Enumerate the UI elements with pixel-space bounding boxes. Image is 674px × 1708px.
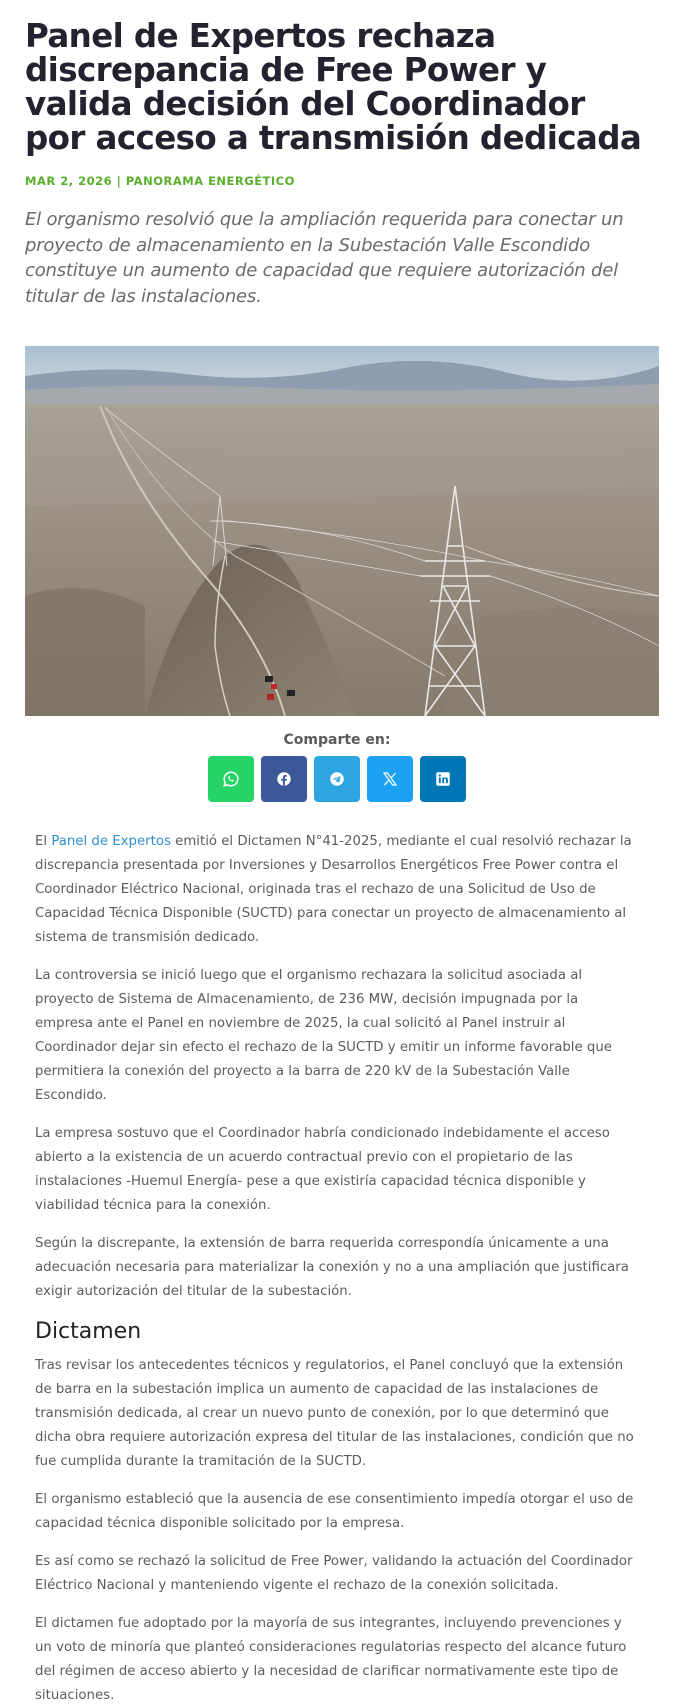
paragraph-1-prefix: El xyxy=(35,834,52,849)
paragraph-2: La controversia se inició luego que el organismo rechazara la solicitud asociada al proyecto de Sistema de Almacenamiento, de 236 MW, decisión impugnada por la empresa ante el Panel en noviembre de 2025, la cual solicitó al Panel instruir al Coordinador dejar sin efecto el rechazo de la SUCTD y emitir un informe favorable que permitiera la conexión del proyecto a la barra de 220 kV de la Subestación Valle Escondido. xyxy=(35,968,612,1103)
share-buttons xyxy=(25,756,649,802)
whatsapp-icon xyxy=(222,770,240,788)
paragraph-7: Es así como se rechazó la solicitud de Free Power, validando la actuación del Coordinador Eléctrico Nacional y manteniendo vigente el rechazo de la conexión solicitada. xyxy=(35,1554,633,1593)
hero-image xyxy=(25,346,659,716)
facebook-share-button[interactable] xyxy=(261,756,307,802)
facebook-icon xyxy=(275,770,293,788)
paragraph-1 xyxy=(35,830,639,950)
x-icon xyxy=(381,770,399,788)
linkedin-share-button[interactable] xyxy=(420,756,466,802)
desert-transmission-line-photo xyxy=(25,346,659,716)
x-share-button[interactable] xyxy=(367,756,413,802)
paragraph-5: Tras revisar los antecedentes técnicos y regulatorios, el Panel concluyó que la extensión de barra en la subestación implica un aumento de capacidad de las instalaciones de transmisión dedicada, al crear un nuevo punto de conexión, por lo que determinó que dicha obra requiere autorización expresa del titular de las instalaciones, condición que no fue cumplida durante la tramitación de la SUCTD. xyxy=(35,1358,634,1469)
telegram-icon xyxy=(328,770,346,788)
paragraph-3: La empresa sostuvo que el Coordinador habría condicionado indebidamente el acceso abierto a la existencia de un acuerdo contractual previo con el propietario de las instalaciones -Huemul Energía- pese a que existiría capacidad técnica disponible y viabilidad técnica para la conexión. xyxy=(35,1126,610,1213)
paragraph-1-text: emitió el Dictamen N°41-2025, mediante el cual resolvió rechazar la discrepancia presentada por Inversiones y Desarrollos Energéticos Free Power contra el Coordinador Eléctrico Nacional, originada tras el rechazo de una Solicitud de Uso de Capacidad Técnica Disponible (SUCTD) para conectar un proyecto de almacenamiento al sistema de transmisión dedicado. xyxy=(35,834,632,945)
section-heading-dictamen: Dictamen xyxy=(35,1319,142,1344)
linkedin-icon xyxy=(434,770,452,788)
whatsapp-share-button[interactable] xyxy=(208,756,254,802)
article-body xyxy=(25,802,649,1708)
article-lead: El organismo resolvió que la ampliación requerida para conectar un proyecto de almacenamiento en la Subestación Valle Escondido constituye un aumento de capacidad que requiere autorización del titular de las instalaciones. xyxy=(25,209,624,307)
article-meta: MAR 2, 2026 | PANORAMA ENERGÉTICO xyxy=(25,174,295,188)
article-title: Panel de Expertos rechaza discrepancia de Free Power y valida decisión del Coordinador por acceso a transmisión dedicada xyxy=(25,17,642,157)
panel-de-expertos-link[interactable]: Panel de Expertos xyxy=(51,834,171,849)
paragraph-6: El organismo estableció que la ausencia de ese consentimiento impedía otorgar el uso de capacidad técnica disponible solicitado por la empresa. xyxy=(35,1492,634,1531)
telegram-share-button[interactable] xyxy=(314,756,360,802)
paragraph-8: El dictamen fue adoptado por la mayoría de sus integrantes, incluyendo prevenciones y un voto de minoría que planteó consideraciones regulatorias respecto del alcance futuro del régimen de acceso abierto y la necesidad de clarificar normativamente este tipo de situaciones. xyxy=(35,1616,627,1703)
paragraph-4: Según la discrepante, la extensión de barra requerida correspondía únicamente a una adecuación necesaria para materializar la conexión y no a una ampliación que justificara exigir autorización del titular de la subestación. xyxy=(35,1236,629,1299)
article-container xyxy=(0,19,674,1708)
share-label: Comparte en: xyxy=(283,732,391,748)
